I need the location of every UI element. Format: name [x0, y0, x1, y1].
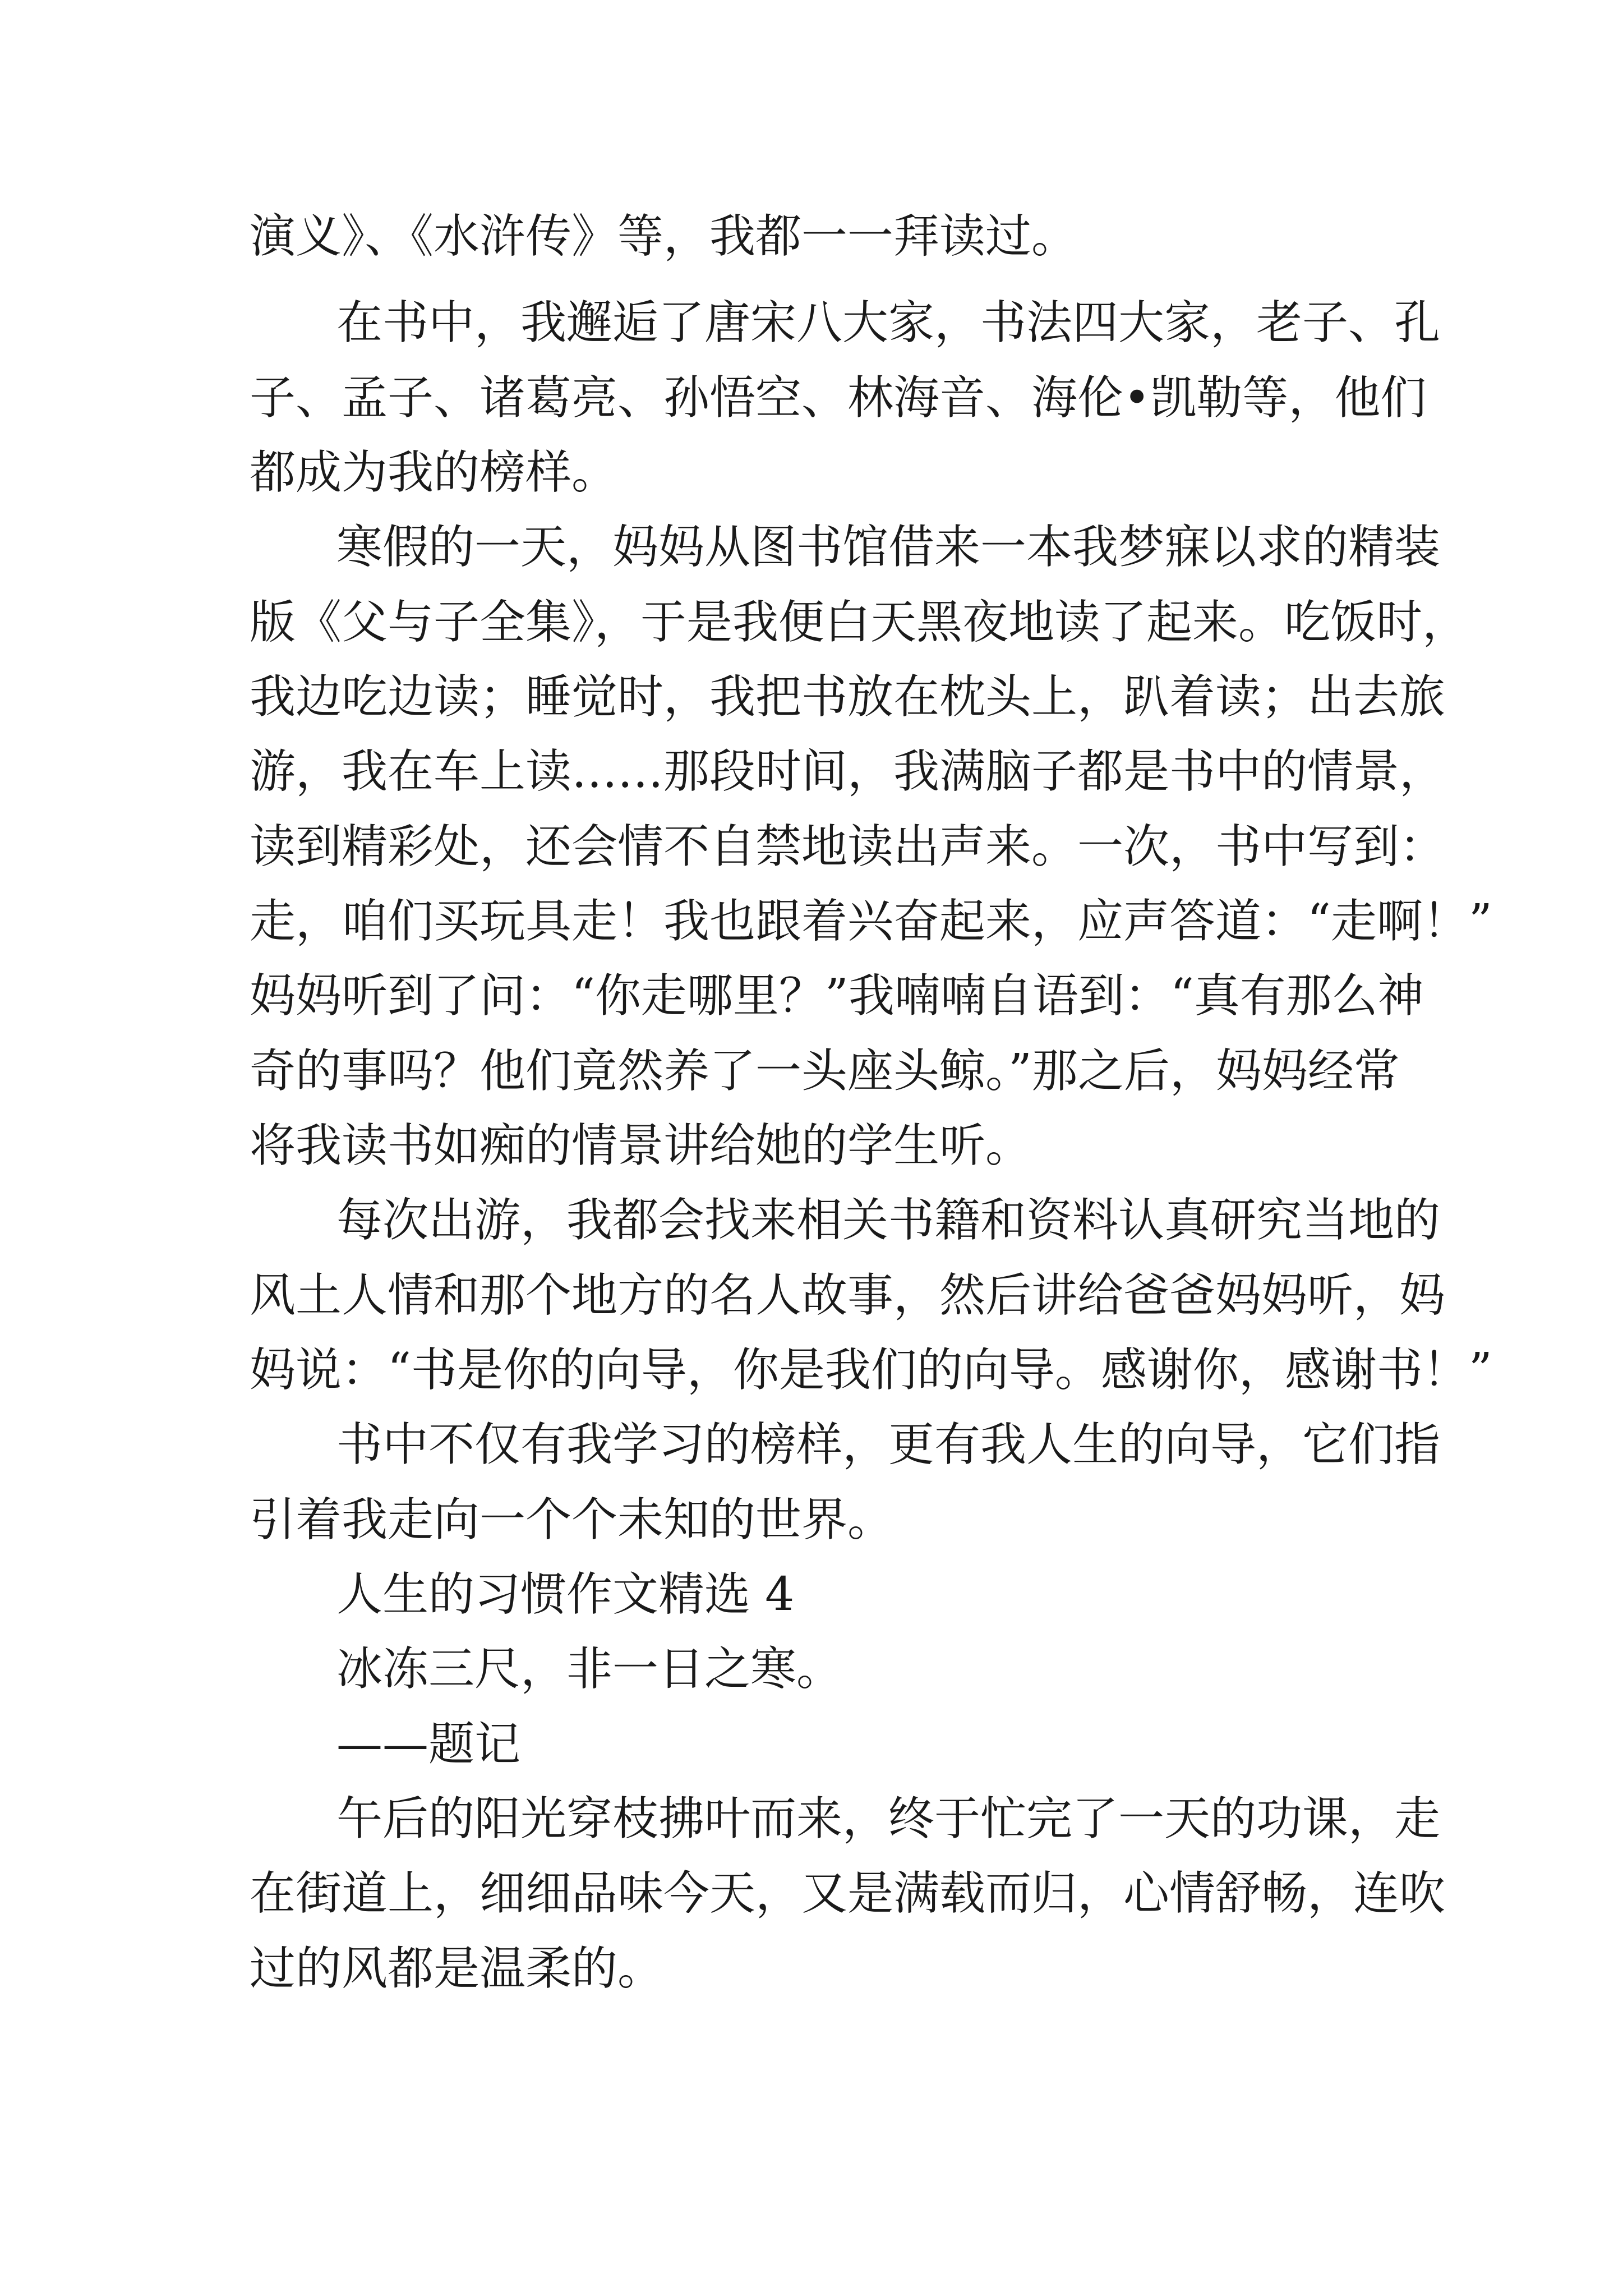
text-line-13: 将我读书如痴的情景讲给她的学生听。 [250, 1119, 1032, 1172]
text-line-22: 午后的阳光穿枝拂叶而来，终于忙完了一天的功课，走 [336, 1792, 1441, 1846]
text-line-1: 演义》、《水浒传》等，我都一一拜读过。 [250, 210, 1078, 263]
text-line-23: 在街道上，细细品味今天，又是满载而归，心情舒畅，连吹 [250, 1867, 1446, 1920]
text-line-18: 引着我走向一个个未知的世界。 [250, 1493, 894, 1547]
text-line-6: 版《父与子全集》，于是我便白天黑夜地读了起来。吃饭时， [250, 596, 1469, 649]
text-line-8: 游，我在车上读……那段时间，我满脑子都是书中的情景， [250, 745, 1446, 798]
text-line-9: 读到精彩处，还会情不自禁地读出声来。一次，书中写到： [250, 820, 1446, 873]
text-line-12: 奇的事吗？他们竟然养了一头座头鲸。”那之后，妈妈经常 [250, 1045, 1400, 1098]
text-line-24: 过的风都是温柔的。 [250, 1942, 664, 1995]
text-line-2: 在书中，我邂逅了唐宋八大家，书法四大家，老子、孔 [336, 296, 1441, 349]
text-line-4: 都成为我的榜样。 [250, 446, 618, 499]
text-line-11: 妈妈听到了问：“你走哪里？”我喃喃自语到：“真有那么神 [250, 969, 1424, 1023]
epigraph-attribution: ——题记 [336, 1718, 521, 1771]
text-line-7: 我边吃边读；睡觉时，我把书放在枕头上，趴着读；出去旅 [250, 670, 1446, 724]
text-line-3: 子、孟子、诸葛亮、孙悟空、林海音、海伦•凯勒等，他们 [250, 371, 1427, 425]
text-line-16: 妈说：“书是你的向导，你是我们的向导。感谢你，感谢书！” [250, 1343, 1492, 1397]
text-line-10: 走，咱们买玩具走！我也跟着兴奋起来，应声答道：“走啊！” [250, 895, 1492, 948]
text-line-17: 书中不仅有我学习的榜样，更有我人生的向导，它们指 [336, 1418, 1441, 1471]
text-line-14: 每次出游，我都会找来相关书籍和资料认真研究当地的 [336, 1194, 1441, 1247]
text-line-5: 寒假的一天，妈妈从图书馆借来一本我梦寐以求的精装 [336, 521, 1441, 574]
section-heading: 人生的习惯作文精选 4 [336, 1568, 795, 1621]
epigraph-line: 冰冻三尺，非一日之寒。 [336, 1642, 843, 1696]
text-line-15: 风土人情和那个地方的名人故事，然后讲给爸爸妈妈听，妈 [250, 1269, 1446, 1322]
